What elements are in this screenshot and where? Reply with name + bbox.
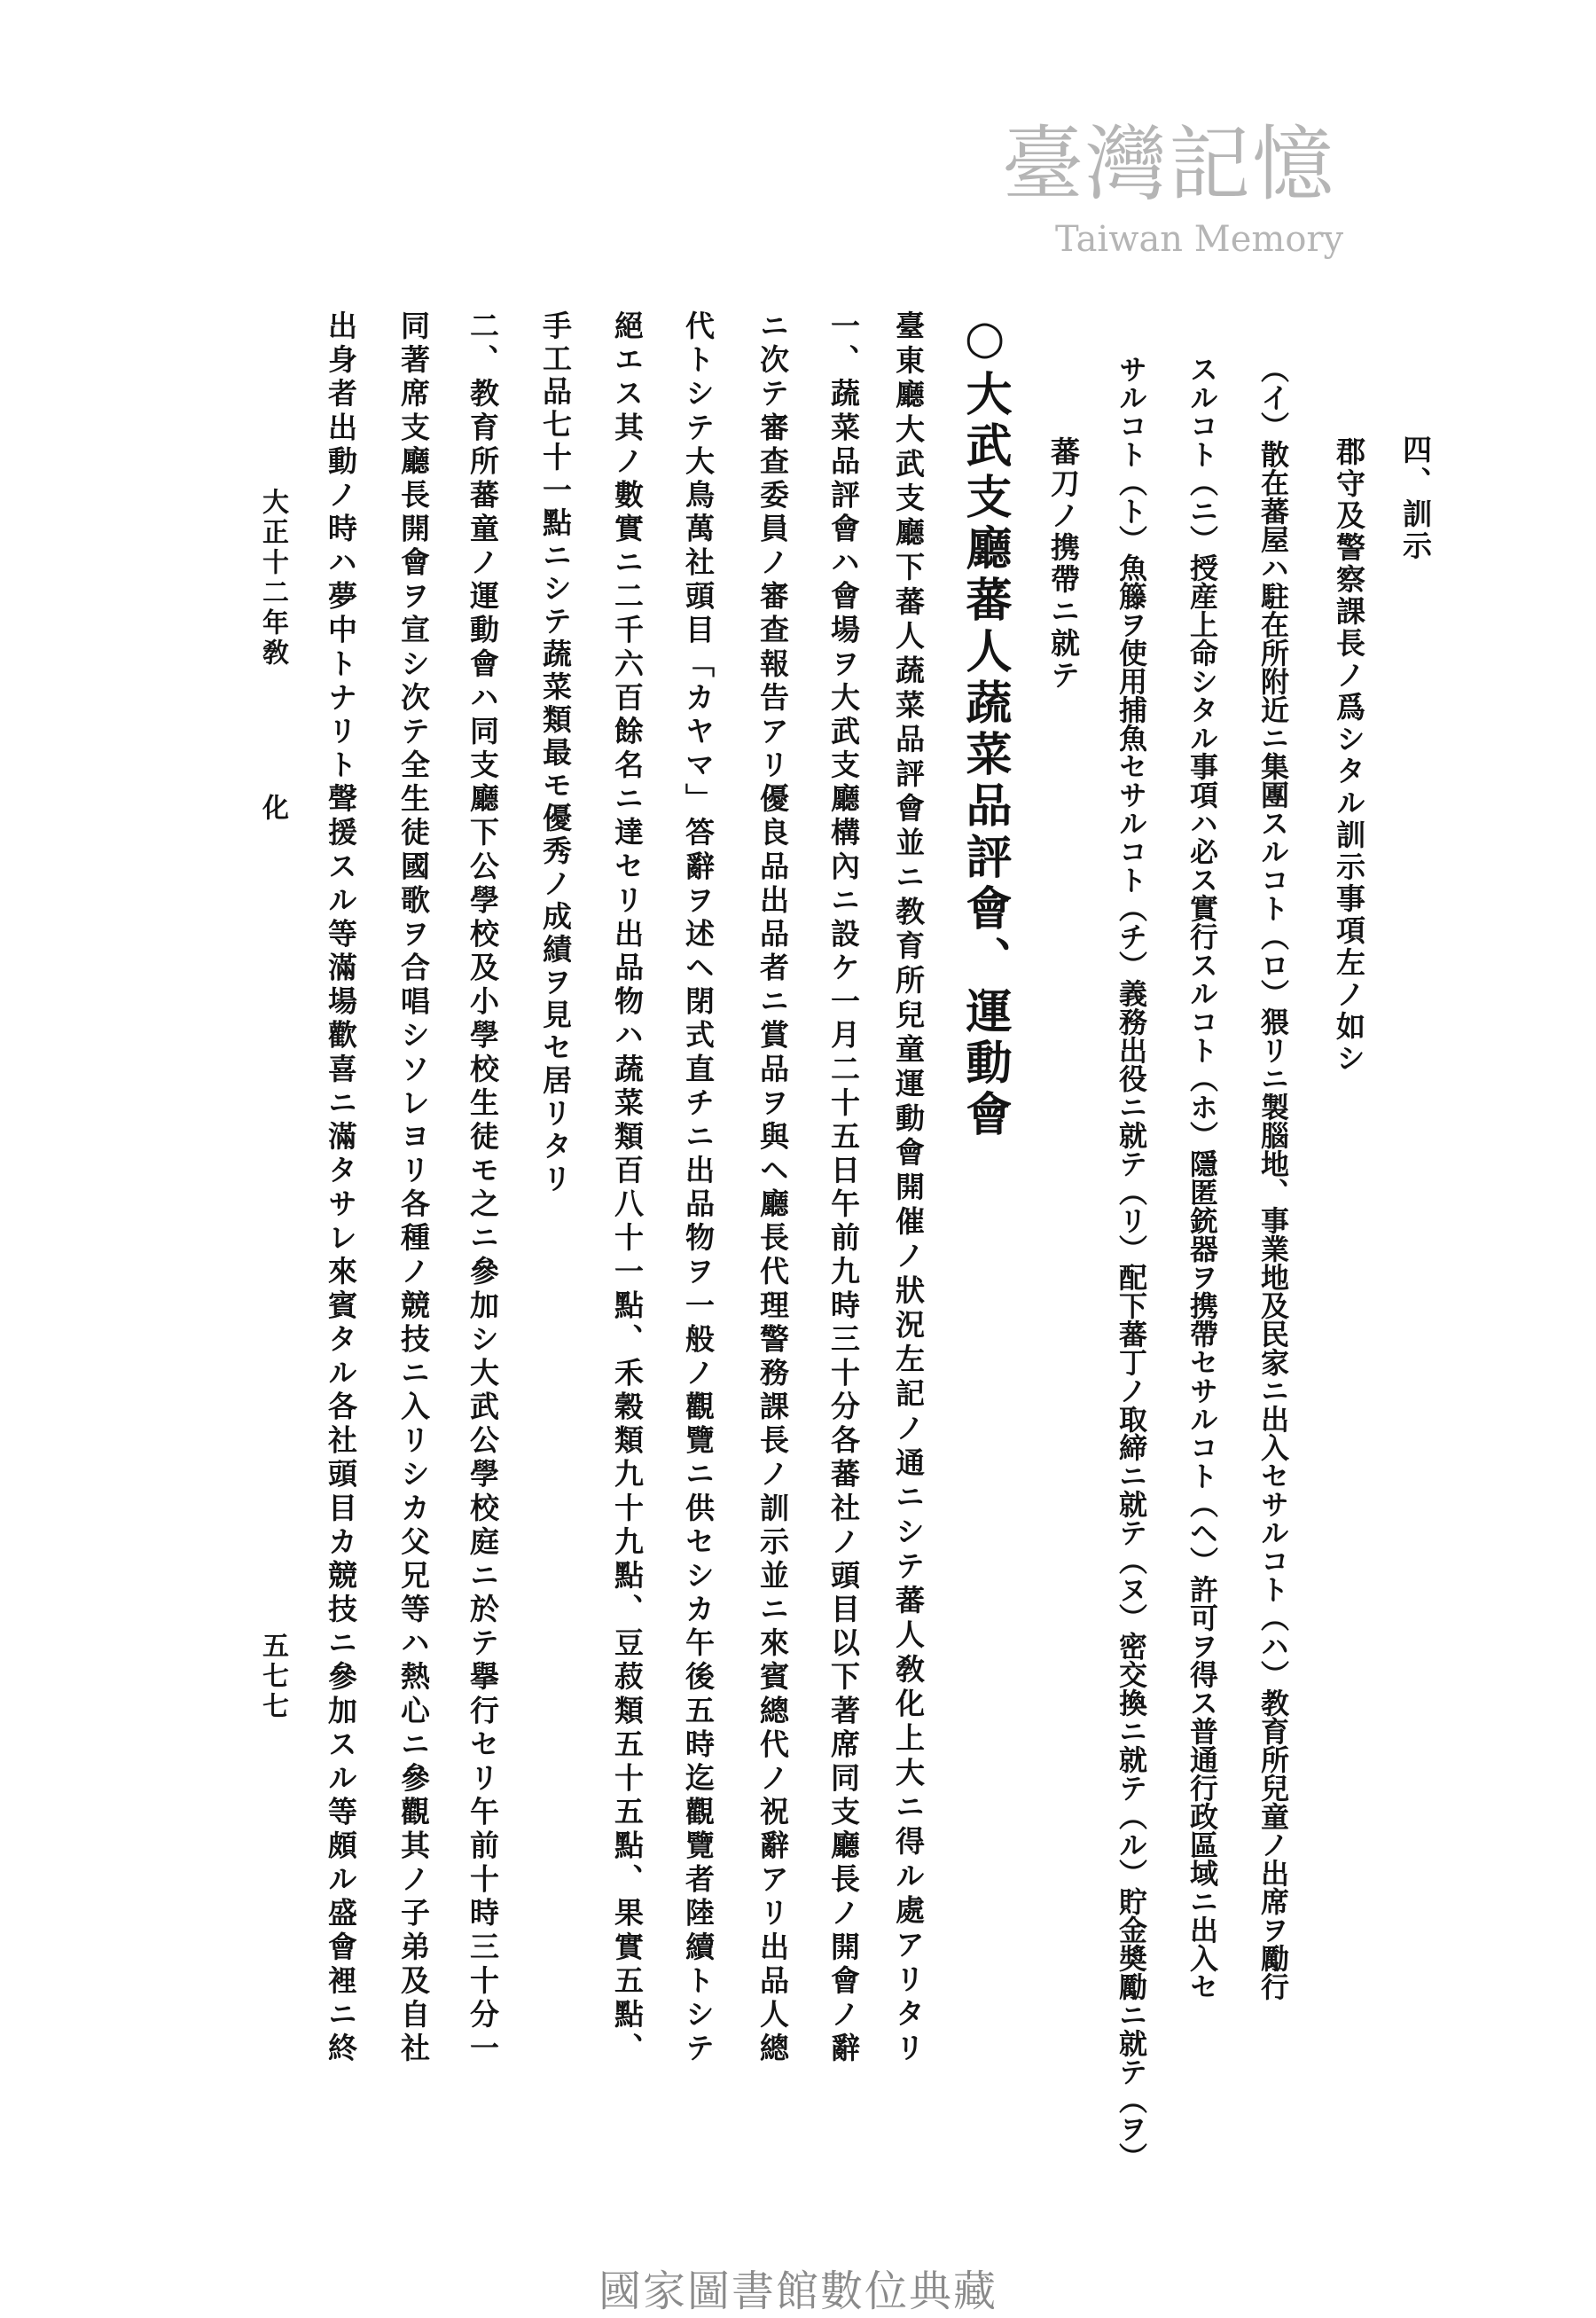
section-heading: 四、訓示 xyxy=(1398,435,1433,562)
text-line: 一、蔬菜品評會ハ會場ヲ大武支廳構內ニ設ケ一月二十五日午前九時三十分各蕃社ノ頭目以下著席同支廳長ノ開會ノ辭 xyxy=(826,310,861,2062)
archive-credit: 國家圖書館數位典藏 xyxy=(598,2267,998,2316)
text-line: ニ次テ審查委員ノ審查報告アリ優良品出品者ニ賞品ヲ與ヘ廳長代理警務課長ノ訓示並ニ來賓總代ノ祝辭アリ出品人總 xyxy=(755,310,790,2062)
text-line: 出身者出動ノ時ハ夢中トナリト聲援スル等滿場歡喜ニ滿タサレ來賓タル各社頭目カ競技ニ參加スル等頗ル盛會裡ニ終 xyxy=(324,310,358,2063)
text-line: サルコト（ト）魚籐ヲ使用捕魚セサルコト（チ）義務出役ニ就テ（リ）配下蕃丁ノ取締ニ就テ（ヌ）密交換ニ就テ（ル）貯金奬勵ニ就テ（ヲ） xyxy=(1115,355,1148,2171)
text-line: スルコト（ニ）授産上命シタル事項ハ必ス實行スルコト（ホ）隱匿銃器ヲ携帶セサルコト（ヘ）許可ヲ得ス普通行政區域ニ出入セ xyxy=(1185,355,1219,2001)
text-line: 代トシテ大鳥萬社頭目「カヤマ」答辭ヲ述ヘ閉式直チニ出品物ヲ一般ノ觀覽ニ供セシカ午後五時迄觀覽者陸續トシテ xyxy=(681,310,716,2062)
watermark-logo-text: Taiwan Memory xyxy=(1055,219,1344,260)
footer-category: 敎 xyxy=(257,638,288,669)
text-line: 臺東廳大武支廳下蕃人蔬菜品評會並ニ教育所兒童運動會開催ノ狀況左記ノ通ニシテ蕃人敎化上大ニ得ル處アリタリ xyxy=(891,310,926,2062)
watermark-logo: 臺灣記憶 xyxy=(1002,117,1336,212)
page-number: 五七七 xyxy=(257,1632,288,1722)
text-line: 手工品七十一點ニシテ蔬菜類最モ優秀ノ成績ヲ見セ居リタリ xyxy=(538,310,573,1196)
text-line: 蕃刀ノ携帶ニ就テ xyxy=(1046,436,1081,692)
footer-year: 大正十二年 xyxy=(257,488,288,638)
text-line: （イ）散在蕃屋ハ駐在所附近ニ集團スルコト（ロ）猥リニ製腦地、事業地及民家ニ出入セサルコト（ハ）教育所兒童ノ出席ヲ勵行 xyxy=(1256,355,1290,2001)
footer-category: 化 xyxy=(257,794,288,824)
text-line: 二、教育所蕃童ノ運動會ハ同支廳下公學校及小學校生徒モ之ニ參加シ大武公學校庭ニ於テ擧行セリ午前十時三十分一 xyxy=(466,310,500,2062)
text-line: 同著席支廳長開會ヲ宣シ次テ全生徒國歌ヲ合唱シソレヨリ各種ノ競技ニ入リシカ父兄等ハ熱心ニ參觀其ノ子弟及自社 xyxy=(396,310,431,2062)
article-title: ○大武支廳蕃人蔬菜品評會、運動會 xyxy=(958,310,1012,1141)
text-line: 絕エス其ノ數實ニ二千六百餘名ニ達セリ出品物ハ蔬菜類百八十一點、禾穀類九十九點、豆菽類五十五點、果實五點、 xyxy=(610,310,645,2062)
text-line: 郡守及警察課長ノ爲シタル訓示事項左ノ如シ xyxy=(1332,436,1366,1075)
